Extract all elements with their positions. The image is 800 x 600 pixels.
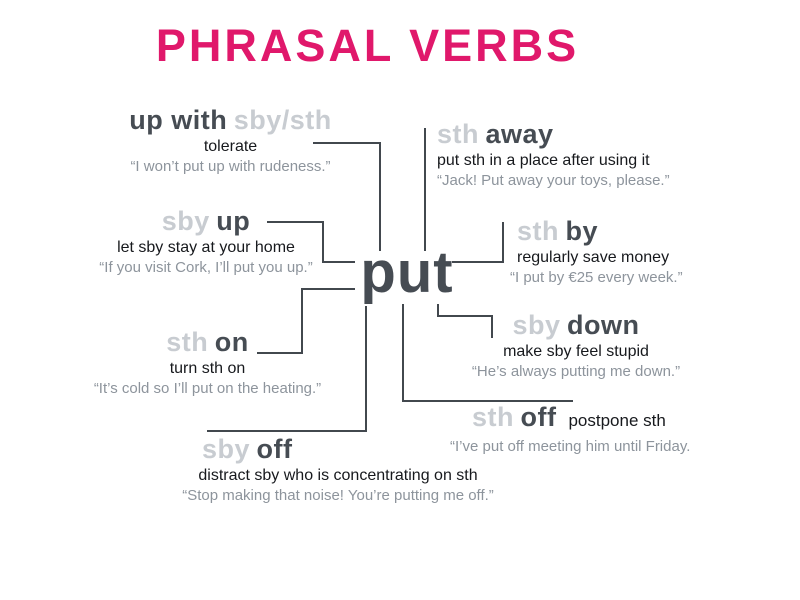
entry-example-quote: “Jack! Put away your toys, please.” [437, 172, 670, 189]
entry-sth-away [437, 119, 707, 189]
entry-title [465, 310, 687, 341]
particle-strong: up with [129, 105, 228, 135]
entry-sby-up [90, 206, 322, 276]
entry-example-quote: “I’ve put off meeting him until Friday. [450, 438, 691, 455]
entry-title [202, 434, 494, 465]
entry-sby-off [182, 434, 494, 504]
entry-definition: postpone sth [568, 411, 666, 430]
entry-definition: turn sth on [169, 360, 246, 377]
entry-example-quote: “I put by €25 every week.” [510, 269, 683, 286]
entry-title [90, 206, 322, 237]
particle-strong: off [256, 434, 293, 464]
particle-strong: up [216, 206, 251, 236]
particle-strong: by [565, 216, 598, 246]
entry-sth-on [85, 327, 330, 397]
entry-title [85, 327, 330, 358]
page-title: PHRASAL VERBS [155, 20, 580, 71]
particle-strong: on [214, 327, 249, 357]
entry-example-quote: “If you visit Cork, I’ll put you up.” [99, 259, 313, 276]
entry-definition: put sth in a place after using it [437, 152, 650, 169]
entry-up-with [103, 105, 358, 175]
entry-example-quote: “Stop making that noise! You’re putting me off.” [182, 487, 494, 504]
entry-definition: regularly save money [517, 249, 670, 266]
entry-title [103, 105, 358, 136]
particle-muted: sth [166, 327, 209, 357]
entry-example-quote: “He’s always putting me down.” [471, 363, 681, 380]
particle-muted: sth [472, 402, 514, 432]
particle-muted: sby [202, 434, 251, 464]
entry-sby-down [465, 310, 687, 380]
particle-muted: sby/sth [233, 105, 332, 135]
entry-title [472, 402, 710, 436]
entry-definition: make sby feel stupid [503, 343, 649, 360]
entry-definition: let sby stay at your home [117, 239, 295, 256]
particle-strong: away [485, 119, 554, 149]
particle-muted: sth [517, 216, 559, 246]
entry-definition: distract sby who is concentrating on sth [198, 467, 478, 484]
particle-strong: off [520, 402, 557, 432]
particle-muted: sth [437, 119, 479, 149]
entry-title [437, 119, 707, 150]
particle-muted: sby [161, 206, 210, 236]
entry-definition: tolerate [203, 138, 258, 155]
entry-title [517, 216, 742, 247]
particle-strong: down [567, 310, 640, 340]
particle-muted: sby [512, 310, 561, 340]
entry-example-quote: “It’s cold so I’ll put on the heating.” [93, 380, 322, 397]
center-verb: put [360, 240, 454, 305]
entry-sth-by [510, 216, 742, 286]
entry-example-quote: “I won’t put up with rudeness.” [130, 158, 331, 175]
